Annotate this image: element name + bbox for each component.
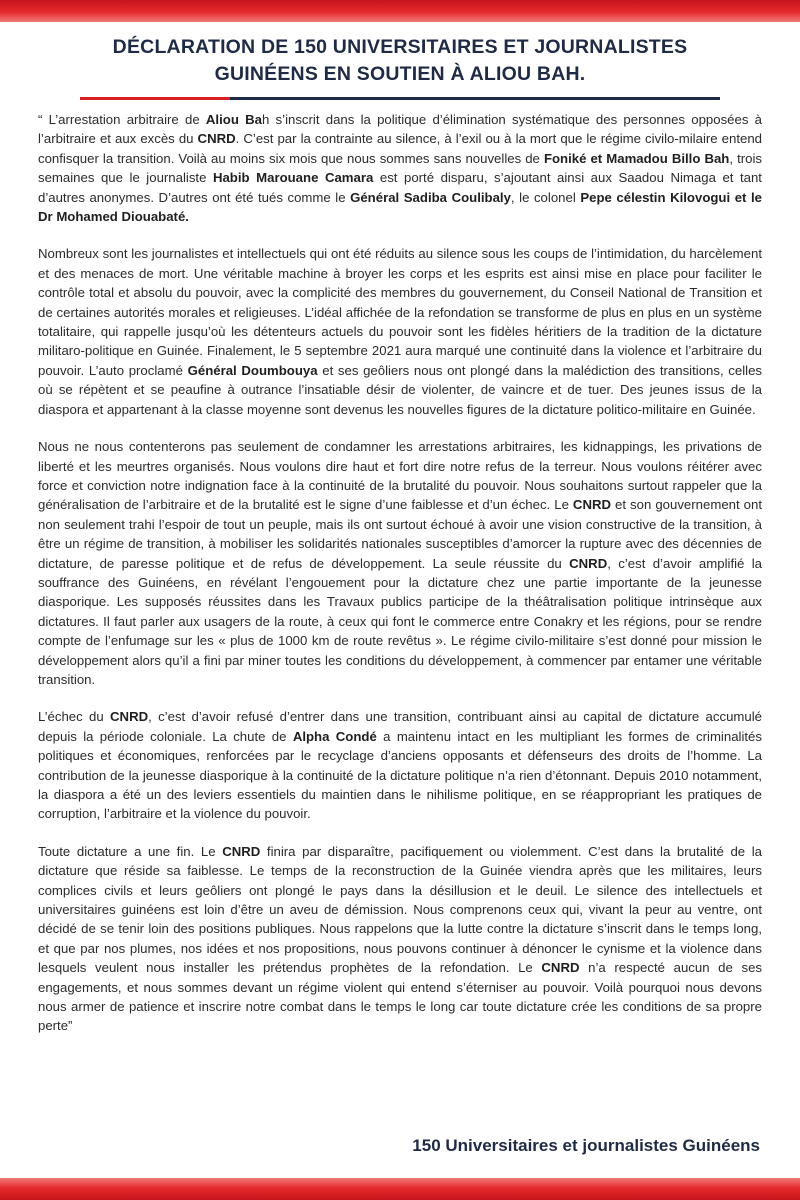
bold-name: CNRD	[569, 555, 608, 571]
bold-name: CNRD	[572, 497, 612, 513]
bold-name: CNRD	[541, 960, 580, 976]
bold-name: CNRD	[222, 843, 261, 859]
text-run: h s’inscrit dans la politique d’élimination systématique des personnes opposées à l’arbitraire et aux excès du	[38, 112, 763, 147]
text-run: n’a respecté aucun de ses engagements, et nous sommes devant un régime violent qui entend s’éterniser au pouvoir. Voilà pourquoi nous devons nous armer de patience et inscrire notre combat dans le temps le long car toute dictature crée les conditions de sa propre perte”	[38, 960, 763, 1034]
text-run: “ L’arrestation arbitraire de	[38, 112, 206, 127]
text-run: Nous ne nous contenterons pas seulement de condamner les arrestations arbitraires, les kidnappings, les privations de liberté et les meurtres organisés. Nous voulons dire haut et fort dire notre refus de la terreur. Nous voulons réitérer avec force et conviction notre indignation face à la continuité de la brutalité du pouvoir. Nous souhaitons surtout rappeler que la généralisation de l’arbitraire et de la brutalité est le signe d’une faiblesse et d’un échec. Le	[38, 439, 762, 513]
title-line-2: GUINÉENS EN SOUTIEN À ALIOU BAH.	[214, 63, 586, 85]
signature: 150 Universitaires et journalistes Guinéens	[412, 1136, 760, 1155]
bold-name: Pepe célestin Kilovogui et le Dr Mohamed Diouabaté.	[38, 189, 762, 225]
declaration-body	[38, 110, 762, 1054]
title-underline-red	[80, 97, 230, 100]
text-run: et ses geôliers nous ont plongé dans la malédiction des transitions, celles où se répètent et se peaufine à outrance l’insatiable désir de violenter, de vaincre et de tuer. Des jeunes issus de la diaspora et appartenant à la classe moyenne sont devenus les nouvelles figures de la dictature politico-militaire en Guinée.	[38, 362, 762, 417]
text-run: et son gouvernement ont non seulement trahi l’espoir de tout un peuple, mais ils ont surtout échoué à avoir une vision constructive de la transition, à être un régime de transition, à mobiliser les solidarités nationales susceptibles d’amorcer la rupture avec des décennies de dictature, de paresse politique et de refus de développement. La seule réussite du	[38, 497, 762, 571]
text-run: finira par disparaître, pacifiquement ou violemment. C’est dans la brutalité de la dictature que réside sa faiblesse. Le temps de la reconstruction de la Guinée viendra après que les militaires, leurs complices civils et leurs geôliers ont plongé le pays dans la désillusion et le deuil. Le silence des intellectuels et universitaires guinéens est loin d’être un aveu de démission. Nous comprenons ceux qui, vivant la peur au ventre, ont décidé de se tenir loin des positions publiques. Nous rappelons que la lutte contre la dictature s’inscrit dans le temps long, et que par nos plumes, nos idées et nos propositions, nous pouvons continuer à dénoncer le cynisme et la violence dans lesquels veulent nous installer les prétendus prophètes de la refondation. Le	[38, 843, 763, 976]
text-run: a maintenu intact en les multipliant les formes de criminalités politiques et économiques, renforcées par le recyclage d’anciens opposants et défenseurs des droits de l’homme. La contribution de la jeunesse diasporique à la continuité de la dictature politique n’a rien d’étonnant. Depuis 2010 notamment, la diaspora a été un des leviers essentiels du maintien dans le nihilisme politique, en se réappropriant les pratiques de corruption, l’arbitraire et la violence du pouvoir.	[38, 728, 762, 822]
text-run: , trois semaines que le journaliste	[38, 150, 762, 186]
text-run: L’échec du	[38, 709, 111, 725]
text-run: . C’est par la contrainte au silence, à l’exil ou à la mort que le régime civilo-milaire entend confisquer la transition. Voilà au moins six mois que nous sommes sans nouvelles de	[38, 131, 762, 166]
bold-name: CNRD	[197, 131, 236, 147]
bottom-red-band	[0, 1178, 800, 1200]
bold-name: Habib Marouane Camara	[212, 170, 374, 186]
text-run: , le colonel	[510, 189, 581, 205]
text-run: Toute dictature a une fin. Le	[38, 843, 223, 859]
text-run: , c’est d’avoir amplifié la souffrance des Guinéens, en révélant l’engouement pour la dictature chez une partie importante de la jeunesse diasporique. Les supposés réussites dans les Travaux publics participe de la théâtralisation politique intrinsèque aux dictatures. Il faut parler aux usagers de la route, à ceux qui font le commerce entre Conakry et les régions, pour se rendre compte de l’enfumage sur les « plus de 1000 km de route revêtus ». Le régime civilo-militaire s’est donné pour mission le développement alors qu’il a fini par miner toutes les conditions du développement, à commencer par entamer une véritable transition.	[38, 555, 762, 687]
paragraph-3	[38, 437, 762, 689]
paragraph-5	[38, 842, 762, 1036]
bold-name: Aliou Ba	[205, 112, 262, 127]
page-title	[0, 34, 800, 88]
bold-name: Général Doumbouya	[187, 362, 318, 378]
title-line-1: DÉCLARATION DE 150 UNIVERSITAIRES ET JOURNALISTES	[112, 36, 688, 58]
paragraph-1	[38, 110, 762, 226]
paragraph-4	[38, 707, 762, 823]
bold-name: Général Sadiba Coulibaly	[350, 189, 511, 205]
top-red-band	[0, 0, 800, 22]
paragraph-2	[38, 244, 762, 419]
bold-name: Foniké et Mamadou Billo Bah	[543, 150, 730, 166]
bold-name: CNRD	[110, 709, 149, 725]
bold-name: Alpha Condé	[292, 728, 377, 744]
title-underline-navy	[230, 97, 720, 100]
text-run: Nombreux sont les journalistes et intellectuels qui ont été réduits au silence sous les coups de l’intimidation, du harcèlement et des menaces de mort. Une véritable machine à broyer les corps et les esprits est ainsi mise en place pour faciliter le contrôle total et absolu du pouvoir, avec la complicité des membres du gouvernement, du Conseil National de Transition et de certaines autorités morales et religieuses. L’idéal affichée de la refondation se transforme de plus en plus en un système totalitaire, qui rappelle jusqu’où les détenteurs actuels du pouvoir sont les fidèles héritiers de la tradition de la dictature militaro-politique en Guinée. Finalement, le 5 septembre 2021 aura marqué une continuité dans la violence et l’arbitraire du pouvoir. L’auto proclamé	[38, 246, 762, 378]
text-run: , c’est d’avoir refusé d’entrer dans une transition, contribuant ainsi au capital de dictature accumulé depuis la période coloniale. La chute de	[38, 709, 762, 744]
text-run: est porté disparu, s’ajoutant ainsi aux Saadou Nimaga et tant d’autres anonymes. D’autres ont été tués comme le	[38, 170, 762, 205]
